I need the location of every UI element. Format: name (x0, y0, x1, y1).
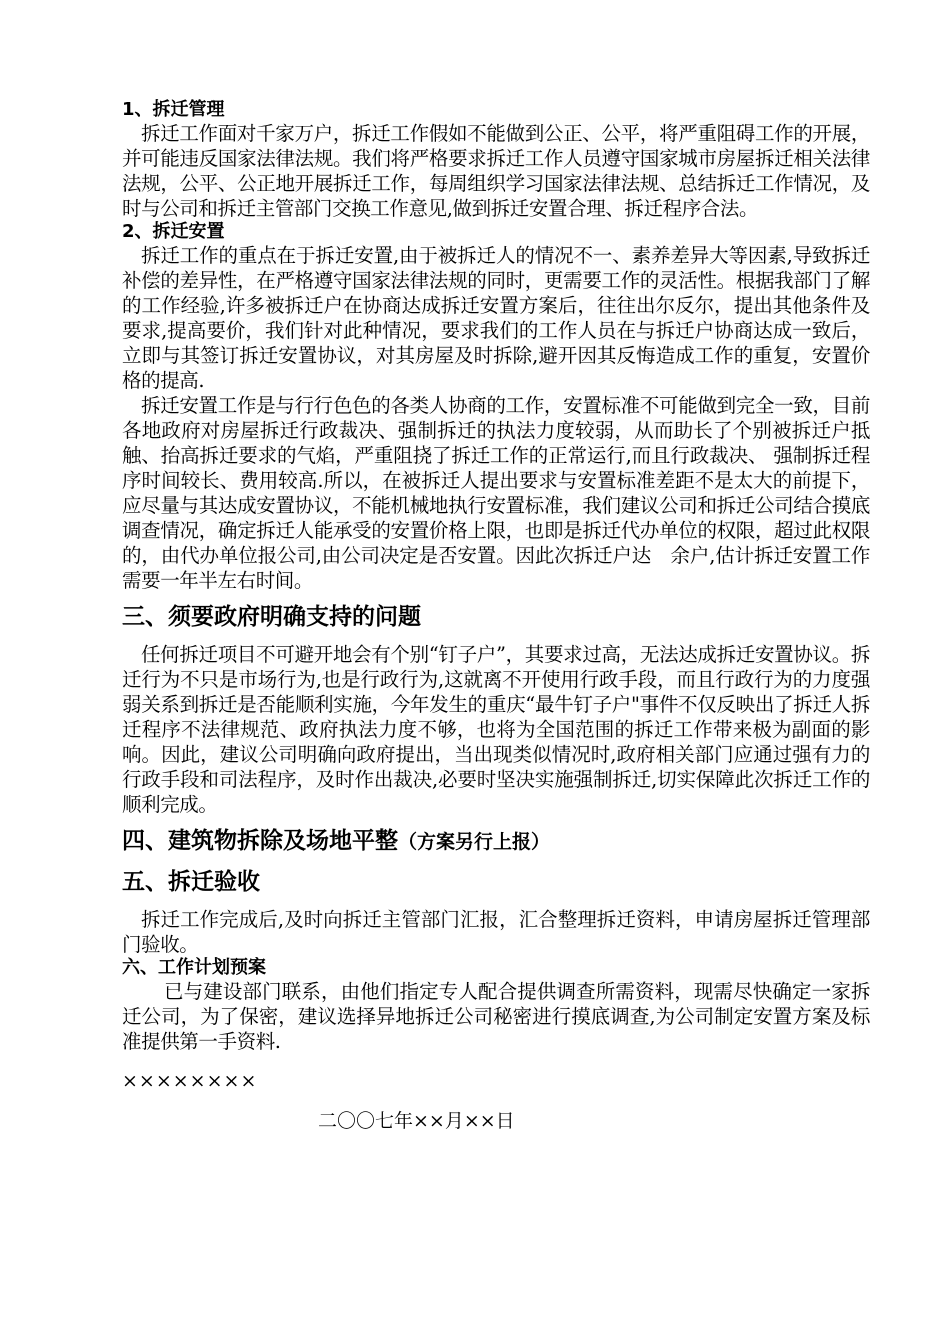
signature: ×××××××× (122, 1070, 258, 1092)
section-3-heading: 三、须要政府明确支持的问题 (122, 604, 421, 630)
section-1-heading: 1、拆迁管理 (122, 99, 225, 120)
section-6-heading: 六、工作计划预案 (122, 957, 266, 978)
section-2-heading: 2、拆迁安置 (122, 221, 225, 242)
document-date: 二〇〇七年××月××日 (318, 1110, 515, 1132)
section-2-paragraph-2: 拆迁安置工作是与行行色色的各类人协商的工作，安置标准不可能做到完全一致，目前各地政府对房屋拆迁行政裁决、强制拆迁的执法力度较弱，从而助长了个别被拆迁户抵触、抬高拆迁要求的气焰，严重阻挠了拆迁工作的正常运行,而且行政裁决、 强制拆迁程序时间较长、费用较高.所以，在被拆迁人提出要求与安置标准差距不是太大的前提下，应尽量与其达成安置协议，不能机械地执行安置标准，我们建议公司和拆迁公司结合摸底调查情况，确定拆迁人能承受的安置价格上限，也即是拆迁代办单位的权限，超过此权限的，由代办单位报公司,由公司决定是否安置。因此次拆迁户达 余户,估计拆迁安置工作需要一年半左右时间。 (122, 394, 870, 592)
section-5-heading: 五、拆迁验收 (122, 869, 260, 895)
document-body (122, 99, 870, 1134)
section-4-title: 四、建筑物拆除及场地平整 (122, 828, 398, 854)
section-6-paragraph: 已与建设部门联系，由他们指定专人配合提供调查所需资料，现需尽快确定一家拆迁公司，为了保密，建议选择异地拆迁公司秘密进行摸底调查,为公司制定安置方案及标准提供第一手资料. (122, 980, 870, 1053)
section-1-paragraph: 拆迁工作面对千家万户，拆迁工作假如不能做到公正、公平，将严重阻碍工作的开展，并可能违反国家法律法规。我们将严格要求拆迁工作人员遵守国家城市房屋拆迁相关法律法规，公平、公正地开展拆迁工作，每周组织学习国家法律法规、总结拆迁工作情况，及时与公司和拆迁主管部门交换工作意见,做到拆迁安置合理、拆迁程序合法。 (122, 122, 870, 220)
section-5-paragraph: 拆迁工作完成后,及时向拆迁主管部门汇报，汇合整理拆迁资料，申请房屋拆迁管理部门验收。 (122, 908, 870, 956)
section-4-note: （方案另行上报） (398, 831, 551, 853)
section-2-paragraph-1: 拆迁工作的重点在于拆迁安置,由于被拆迁人的情况不一、素养差异大等因素,导致拆迁补偿的差异性，在严格遵守国家法律法规的同时，更需要工作的灵活性。根据我部门了解的工作经验,许多被拆迁户在协商达成拆迁安置方案后，往往出尔反尔，提出其他条件及要求,提高要价，我们针对此种情况，要求我们的工作人员在与拆迁户协商达成一致后，立即与其签订拆迁安置协议，对其房屋及时拆除,避开因其反悔造成工作的重复，安置价格的提高. (122, 244, 870, 392)
section-4-heading (122, 826, 870, 857)
section-3-paragraph: 任何拆迁项目不可避开地会有个别“钉子户”，其要求过高，无法达成拆迁安置协议。拆迁行为不只是市场行为,也是行政行为,这就离不开使用行政手段，而且行政行为的力度强弱关系到拆迁是否能顺利实施，今年发生的重庆“最牛钉子户"事件不仅反映出了拆迁人拆迁程序不法律规范、政府执法力度不够，也将为全国范围的拆迁工作带来极为副面的影响。因此，建议公司明确向政府提出，当出现类似情况时,政府相关部门应通过强有力的行政手段和司法程序，及时作出裁决,必要时坚决实施强制拆迁,切实保障此次拆迁工作的顺利完成。 (122, 643, 870, 816)
